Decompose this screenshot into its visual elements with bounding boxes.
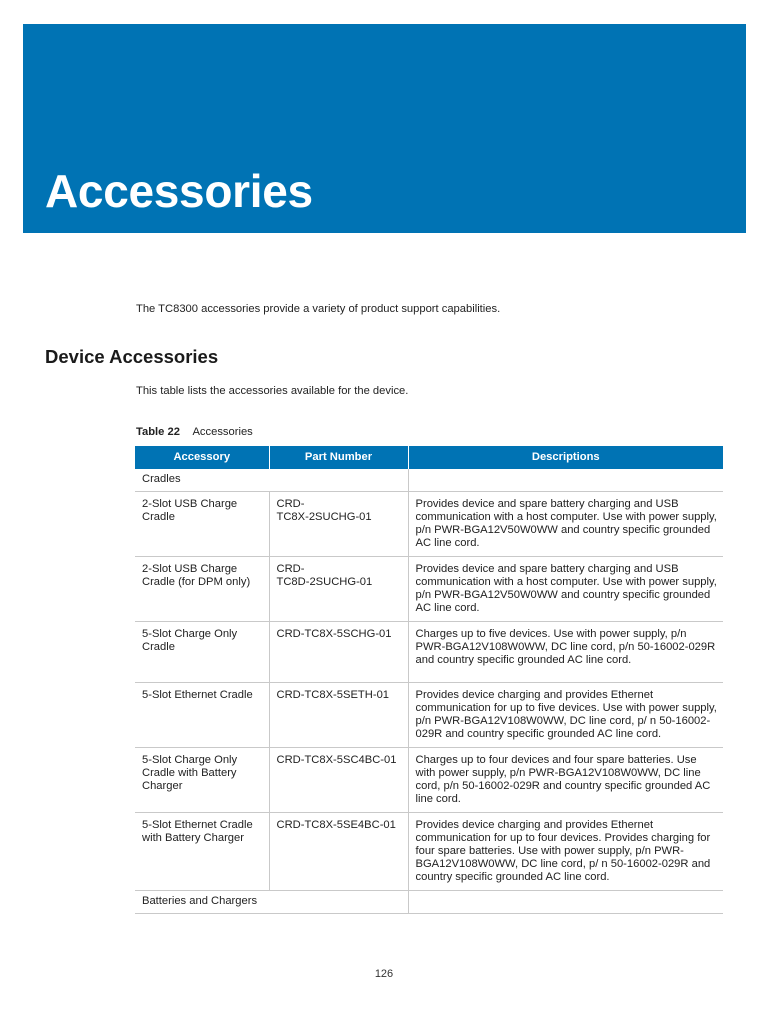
part-suffix: TC8D-2SUCHG-01 bbox=[276, 576, 373, 588]
group-empty-cell bbox=[408, 891, 723, 914]
chapter-banner bbox=[23, 24, 746, 233]
accessory-cell: 5-Slot Charge Only Cradle bbox=[135, 622, 269, 683]
accessory-cell: 2-Slot USB Charge Cradle bbox=[135, 492, 269, 557]
group-label: Cradles bbox=[135, 469, 408, 492]
accessory-cell: 2-Slot USB Charge Cradle (for DPM only) bbox=[135, 557, 269, 622]
description-cell: Charges up to five devices. Use with power supply, p/n PWR-BGA12V108W0WW, DC line cord, p/n 50-16002-029R and country specific grounded AC line cord. bbox=[408, 622, 723, 683]
table-caption bbox=[136, 426, 253, 438]
description-cell: Provides device charging and provides Ethernet communication for up to five devices. Use with power supply, p/n PWR-BGA12V108W0WW, DC line cord, p/ n 50-16002-029R and country specific grounded AC line cord. bbox=[408, 683, 723, 748]
accessory-cell: 5-Slot Ethernet Cradle with Battery Charger bbox=[135, 813, 269, 891]
description-cell: Provides device charging and provides Ethernet communication for up to four devices. Provides charging for four spare batteries. Use with power supply, p/n PWR-BGA12V108W0WW, DC line cord, p/ n 50-16002-029R and country specific grounded AC line cord. bbox=[408, 813, 723, 891]
intro-text: The TC8300 accessories provide a variety of product support capabilities. bbox=[136, 303, 501, 315]
description-cell: Charges up to four devices and four spare batteries. Use with power supply, p/n PWR-BGA12V108W0WW, DC line cord, p/n 50-16002-029R and country specific grounded AC line cord. bbox=[408, 748, 723, 813]
accessory-cell: 5-Slot Charge Only Cradle with Battery Charger bbox=[135, 748, 269, 813]
group-label: Batteries and Chargers bbox=[135, 891, 408, 914]
part-number-cell: CRD-TC8X-5SE4BC-01 bbox=[269, 813, 408, 891]
part-number-cell: CRD-TC8X-5SCHG-01 bbox=[269, 622, 408, 683]
header-accessory: Accessory bbox=[135, 446, 269, 469]
table-header-row bbox=[135, 446, 723, 469]
part-suffix: TC8X-2SUCHG-01 bbox=[276, 511, 372, 523]
description-cell: Provides device and spare battery charging and USB communication with a host computer. Use with power supply, p/n PWR-BGA12V50W0WW and country specific grounded AC line cord. bbox=[408, 557, 723, 622]
description-cell: Provides device and spare battery charging and USB communication with a host computer. Use with power supply, p/n PWR-BGA12V50W0WW and country specific grounded AC line cord. bbox=[408, 492, 723, 557]
table-row bbox=[135, 813, 723, 891]
accessory-cell: 5-Slot Ethernet Cradle bbox=[135, 683, 269, 748]
accessories-table bbox=[135, 446, 723, 914]
table-group-row bbox=[135, 469, 723, 492]
table-row bbox=[135, 683, 723, 748]
section-title: Device Accessories bbox=[45, 346, 219, 367]
table-row bbox=[135, 492, 723, 557]
part-number-cell: CRD-TC8X-5SETH-01 bbox=[269, 683, 408, 748]
table-caption-number: Table 22 bbox=[136, 426, 180, 438]
table-row bbox=[135, 557, 723, 622]
part-number-cell bbox=[269, 557, 408, 622]
part-number-cell: CRD-TC8X-5SC4BC-01 bbox=[269, 748, 408, 813]
group-empty-cell bbox=[408, 469, 723, 492]
header-part-number: Part Number bbox=[269, 446, 408, 469]
part-number-cell bbox=[269, 492, 408, 557]
page-number: 126 bbox=[374, 968, 394, 980]
part-prefix: CRD- bbox=[276, 563, 305, 575]
table-row bbox=[135, 748, 723, 813]
table-row bbox=[135, 622, 723, 683]
table-group-row bbox=[135, 891, 723, 914]
section-lead: This table lists the accessories available for the device. bbox=[136, 385, 409, 397]
chapter-title: Accessories bbox=[45, 165, 313, 217]
table-caption-title: Accessories bbox=[192, 426, 253, 438]
part-prefix: CRD- bbox=[276, 498, 305, 510]
header-descriptions: Descriptions bbox=[408, 446, 723, 469]
